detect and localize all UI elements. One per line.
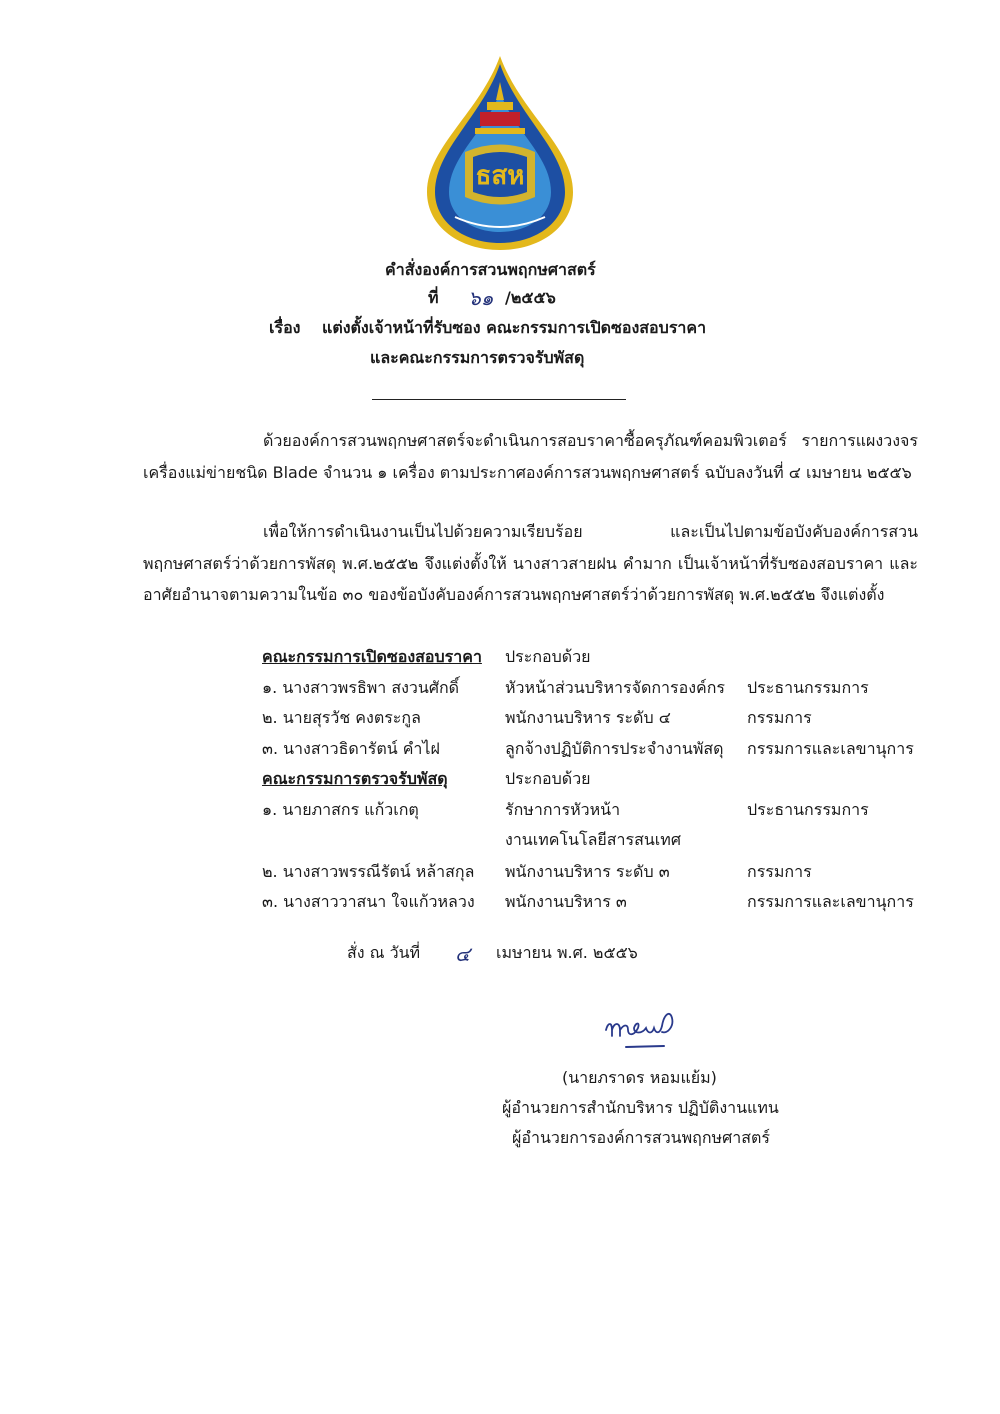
signatory-name: (นายภราดร หอมแย้ม) — [562, 1068, 717, 1087]
paragraph-1 — [143, 425, 918, 488]
committee-inspect-member-role: กรรมการ — [747, 862, 812, 881]
committee-inspect-heading: คณะกรรมการตรวจรับพัสดุ — [262, 769, 448, 788]
order-date-day-handwritten: ๔ — [455, 942, 471, 966]
handwritten-signature — [598, 1000, 688, 1055]
committee-inspect-member-name: ๒. นางสาวพรรณีรัตน์ หล้าสกุล — [262, 862, 475, 881]
order-title: คำสั่งองค์การสวนพฤกษศาสตร์ — [385, 260, 596, 279]
committee-open-member-name: ๓. นางสาวธิดารัตน์ คำไฝ — [262, 739, 440, 758]
paragraph-2 — [143, 516, 918, 611]
paragraph-2-text: เพื่อให้การดำเนินงานเป็นไปด้วยความเรียบร้อย และเป็นไปตามข้อบังคับองค์การสวนพฤกษศาสตร์ว่าด้วยการพัสดุ พ.ศ.๒๕๕๒ จึงแต่งตั้งให้ นางสาวสายฝน คำมาก เป็นเจ้าหน้าที่รับซองสอบราคา และอาศัยอำนาจตามความในข้อ ๓๐ ของข้อบังคับองค์การสวนพฤกษศาสตร์ว่าด้วยการพัสดุ พ.ศ.๒๕๕๒ จึงแต่งตั้ง — [143, 522, 918, 604]
committee-inspect-member-position-line2: งานเทคโนโลยีสารสนเทศ — [505, 830, 681, 849]
committee-inspect-suffix: ประกอบด้วย — [505, 769, 591, 788]
committee-open-member-position: หัวหน้าส่วนบริหารจัดการองค์กร — [505, 678, 725, 697]
committee-inspect-member-position: พนักงานบริหาร ระดับ ๓ — [505, 862, 670, 881]
subject-label: เรื่อง — [269, 318, 301, 337]
paragraph-1-text: ด้วยองค์การสวนพฤกษศาสตร์จะดำเนินการสอบราคาซื้อครุภัณฑ์คอมพิวเตอร์ รายการแผงวงจรเครื่องแม่ข่ายชนิด Blade จำนวน ๑ เครื่อง ตามประกาศองค์การสวนพฤกษศาสตร์ ฉบับลงวันที่ ๔ เมษายน ๒๕๕๖ — [143, 431, 918, 482]
committee-open-member-name: ๒. นายสุรวัช คงตระกูล — [262, 708, 421, 727]
committee-open-member-name: ๑. นางสาวพรธิพา สงวนศักดิ์ — [262, 678, 460, 697]
subject-line-2: และคณะกรรมการตรวจรับพัสดุ — [370, 348, 585, 367]
order-date-month-year: เมษายน พ.ศ. ๒๕๕๖ — [496, 943, 638, 962]
committee-open-member-role: กรรมการ — [747, 708, 812, 727]
signatory-title-2: ผู้อำนวยการองค์การสวนพฤกษศาสตร์ — [512, 1128, 770, 1147]
committee-open-member-role: ประธานกรรมการ — [747, 678, 869, 697]
committee-inspect-member-position: รักษาการหัวหน้า — [505, 800, 621, 819]
committee-open-member-position: พนักงานบริหาร ระดับ ๔ — [505, 708, 671, 727]
order-number-suffix: /๒๕๕๖ — [505, 288, 556, 307]
committee-open-member-position: ลูกจ้างปฏิบัติการประจำงานพัสดุ — [505, 739, 724, 758]
committee-inspect-member-name: ๑. นายภาสกร แก้วเกตุ — [262, 800, 419, 819]
order-date-prefix: สั่ง ณ วันที่ — [347, 943, 421, 962]
committee-inspect-member-position: พนักงานบริหาร ๓ — [505, 892, 627, 911]
order-number-label: ที่ — [428, 288, 439, 307]
organization-logo — [425, 52, 575, 252]
header-divider — [372, 399, 626, 400]
signatory-title-1: ผู้อำนวยการสำนักบริหาร ปฏิบัติงานแทน — [502, 1098, 779, 1117]
committee-open-heading: คณะกรรมการเปิดซองสอบราคา — [262, 647, 482, 666]
subject-line-1: แต่งตั้งเจ้าหน้าที่รับซอง คณะกรรมการเปิดซองสอบราคา — [322, 318, 707, 337]
svg-text:ธสห: ธสห — [475, 161, 525, 191]
committee-inspect-member-role: ประธานกรรมการ — [747, 800, 869, 819]
committee-inspect-member-role: กรรมการและเลขานุการ — [747, 892, 914, 911]
order-number-handwritten: ๖๑ — [468, 286, 494, 310]
committee-open-suffix: ประกอบด้วย — [505, 647, 591, 666]
committee-inspect-member-name: ๓. นางสาววาสนา ใจแก้วหลวง — [262, 892, 475, 911]
committee-open-member-role: กรรมการและเลขานุการ — [747, 739, 914, 758]
